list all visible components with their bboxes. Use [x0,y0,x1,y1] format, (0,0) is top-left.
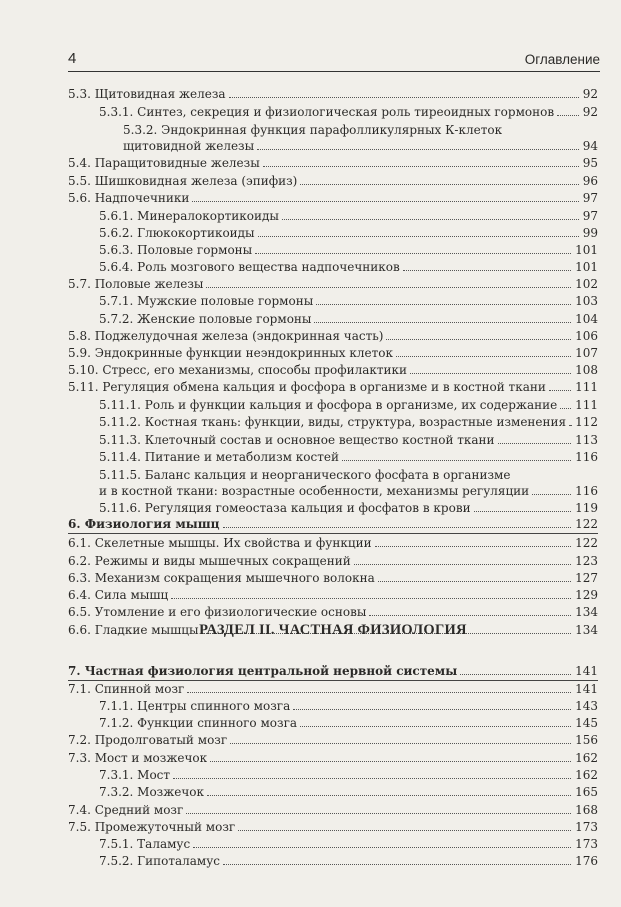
toc-entry-title: 5.11.1. Роль и функции кальция и фосфора в организме, их содержание [99,398,558,412]
toc-entry-page: 165 [575,785,598,799]
dot-leader [403,270,571,271]
toc-entry-page: 162 [575,768,598,782]
dot-leader [532,494,571,495]
toc-entry-page: 113 [575,433,598,447]
toc-entry-page: 176 [575,854,598,868]
toc-entry-title: 5.11.2. Костная ткань: функции, виды, структура, возрастные изменения [99,415,567,429]
toc-entry-page: 127 [575,571,598,585]
toc-entry-page: 116 [575,484,598,498]
toc-entry-title: 5.9. Эндокринные функции неэндокринных клеток [68,346,393,360]
toc-entry-title: 5.6.3. Половые гормоны [99,243,253,257]
dot-leader [316,304,571,305]
toc-entry-title: 7.2. Продолговатый мозг [68,733,228,747]
toc-entry [68,86,598,103]
toc-entry-title: 5.7.1. Мужские половые гормоны [99,294,314,308]
toc-entry-title: 6.3. Механизм сокращения мышечного волокна [68,571,375,585]
dot-leader [314,322,571,323]
running-title: Оглавление [524,52,600,67]
toc-entry-title: 5.3. Щитовидная железа [68,87,226,101]
dot-leader [300,726,571,727]
toc-entry-title: 6.2. Режимы и виды мышечных сокращений [68,554,351,568]
toc-entry-page: 106 [575,329,598,343]
toc-entry-title: 5.4. Паращитовидные железы [68,156,260,170]
toc-entry-title: 7.1.2. Функции спинного мозга [99,716,298,730]
toc-entry [68,750,598,767]
toc-entry [68,732,598,749]
dot-leader [410,373,571,374]
toc-entry-page: 173 [575,837,598,851]
toc-entry [68,311,598,328]
toc-entry [68,570,598,587]
toc-entry-title: 5.7.2. Женские половые гормоны [99,312,312,326]
toc-entry-title: 5.11. Регуляция обмена кальция и фосфора в организме и в костной ткани [68,380,546,394]
dot-leader [282,219,579,220]
toc-entry-title: 5.6.4. Роль мозгового вещества надпочечников [99,260,400,274]
toc-entry-title: 7. Частная физиология центральной нервной системы [68,664,458,678]
dot-leader [293,709,571,710]
toc-entry-page: 156 [575,733,598,747]
dot-leader [210,761,571,762]
toc-entry [68,535,598,552]
dot-leader [300,184,579,185]
dot-leader [223,864,571,865]
dot-leader [263,166,579,167]
toc-entry-title: 7.5.2. Гипоталамус [99,854,221,868]
toc-entry-title: 7.1.1. Центры спинного мозга [99,699,291,713]
toc-entry-page: 141 [575,682,598,696]
toc-entry-title: 7.5.1. Таламус [99,837,191,851]
toc-entry-title: 5.6. Надпочечники [68,191,190,205]
toc-entry [68,698,598,715]
toc-entry [68,242,598,259]
dot-leader [193,847,571,848]
toc-entry-title: 5.3.1. Синтез, секреция и физиологическая роль тиреоидных гормонов [99,105,555,119]
dot-leader [498,443,571,444]
dot-leader [474,511,571,512]
toc-entry [68,122,598,139]
toc-entry [68,276,598,293]
toc-entry [68,449,598,466]
toc-entry [68,802,598,819]
toc-entry-page: 97 [582,209,598,223]
toc-entry [68,663,598,680]
toc-entry-page: 134 [575,623,598,637]
toc-entry-page: 143 [575,699,598,713]
toc-entry-title: 7.5. Промежуточный мозг [68,820,236,834]
chapter-rule [68,680,598,681]
toc-entry [68,681,598,698]
toc-entry-title: и в костной ткани: возрастные особенности, механизмы регуляции [99,484,530,498]
dot-leader [171,598,571,599]
dot-leader [460,674,571,675]
toc-entry-title: 5.5. Шишковидная железа (эпифиз) [68,174,298,188]
toc-entry-page: 111 [575,380,598,394]
toc-entry-title: 5.11.6. Регуляция гомеостаза кальция и фосфатов в крови [99,501,471,515]
toc-entry-title: 5.11.4. Питание и метаболизм костей [99,450,339,464]
toc-entry-page: 103 [575,294,598,308]
dot-leader [557,115,579,116]
toc-entry [68,587,598,604]
toc-entry [68,104,598,121]
dot-leader [186,813,571,814]
toc-entry [68,328,598,345]
toc-entry [68,467,598,484]
toc-entry-page: 168 [575,803,598,817]
toc-entry [68,173,598,190]
toc-entry-page: 173 [575,820,598,834]
toc-entry-title: 5.7. Половые железы [68,277,204,291]
dot-leader [560,408,571,409]
toc-entry-title: 6.5. Утомление и его физиологические основы [68,605,367,619]
dot-leader [378,581,571,582]
toc-entry [68,715,598,732]
page-number: 4 [68,50,77,67]
toc-entry-title: 5.6.2. Глюкокортикоиды [99,226,255,240]
toc-entry-page: 162 [575,751,598,765]
toc-entry [68,853,598,870]
toc-entry-title: щитовидной железы [123,139,255,153]
dot-leader [206,287,571,288]
toc-entry [68,379,598,396]
dot-leader [238,830,571,831]
toc-entry-page: 141 [575,664,598,678]
toc-entry-page: 97 [582,191,598,205]
dot-leader [354,564,571,565]
toc-entry [68,259,598,276]
dot-leader [396,356,571,357]
toc-entry [68,836,598,853]
toc-entry-page: 92 [582,105,598,119]
part-heading: РАЗДЕЛ II. ЧАСТНАЯ ФИЗИОЛОГИЯ [199,622,467,638]
toc-entry-page: 101 [575,260,598,274]
toc-entry-page: 102 [575,277,598,291]
toc-entry [68,483,598,500]
toc-entry-page: 122 [575,517,598,531]
toc-entry [68,819,598,836]
dot-leader [342,460,571,461]
toc-entry [68,414,598,431]
toc-entry-page: 101 [575,243,598,257]
toc-entry-page: 107 [575,346,598,360]
toc-entry [68,155,598,172]
toc-entry-title: 7.3.2. Мозжечок [99,785,205,799]
toc-entry [68,432,598,449]
dot-leader [207,795,571,796]
toc-entry [68,604,598,621]
dot-leader [549,390,571,391]
toc-entry-title: 7.4. Средний мозг [68,803,184,817]
toc-entry-page: 95 [582,156,598,170]
toc-entry-title: 5.10. Стресс, его механизмы, способы профилактики [68,363,408,377]
chapter-rule [68,533,598,534]
toc-entry [68,784,598,801]
toc-entry-title: 6. Физиология мышц [68,517,220,531]
running-header [68,47,600,72]
toc-entry-title: 6.4. Сила мышц [68,588,169,602]
dot-leader [223,527,571,528]
toc-entry-page: 92 [582,87,598,101]
toc-entry-page: 96 [582,174,598,188]
toc-entry-title: 5.6.1. Минералокортикоиды [99,209,279,223]
toc-entry [68,345,598,362]
toc-entry-page: 145 [575,716,598,730]
toc-entry-page: 116 [575,450,598,464]
toc-entry [68,397,598,414]
toc-entry [68,190,598,207]
toc-entry-title: 5.8. Поджелудочная железа (эндокринная часть) [68,329,384,343]
toc-entry-title: 7.3.1. Мост [99,768,171,782]
dot-leader [369,615,571,616]
toc-entry [68,362,598,379]
dot-leader [375,546,571,547]
dot-leader [173,778,571,779]
toc-entry-page: 122 [575,536,598,550]
dot-leader [229,97,579,98]
toc-entry [68,516,598,533]
toc-entry-title: 7.1. Спинной мозг [68,682,185,696]
dot-leader [569,425,571,426]
toc-entry-page: 104 [575,312,598,326]
toc-entry [68,225,598,242]
dot-leader [257,149,579,150]
toc-entry-page: 108 [575,363,598,377]
toc-entry-page: 94 [582,139,598,153]
toc-entry [68,767,598,784]
toc-entry [68,500,598,517]
toc-entry-page: 123 [575,554,598,568]
toc-entry-title: 6.6. Гладкие мышцы [68,623,199,637]
toc-entry-page: 112 [575,415,598,429]
toc-entry [68,208,598,225]
toc-entry-title: 5.11.5. Баланс кальция и неорганического фосфата в организме [99,468,511,482]
toc-entry-title: 5.3.2. Эндокринная функция парафолликулярных К-клеток [123,123,503,137]
toc-entry [68,138,598,155]
toc-entry-page: 111 [575,398,598,412]
dot-leader [187,692,571,693]
dot-leader [386,339,571,340]
toc-entry [68,293,598,310]
toc-entry-title: 5.11.3. Клеточный состав и основное вещество костной ткани [99,433,495,447]
toc-entry-title: 7.3. Мост и мозжечок [68,751,208,765]
dot-leader [192,201,579,202]
toc-entry-page: 129 [575,588,598,602]
toc-entry-page: 119 [575,501,598,515]
dot-leader [255,253,571,254]
toc-entry-page: 99 [582,226,598,240]
toc-entry-page: 134 [575,605,598,619]
toc-entry-title: 6.1. Скелетные мышцы. Их свойства и функции [68,536,372,550]
dot-leader [230,743,571,744]
dot-leader [258,236,579,237]
toc-entry [68,553,598,570]
